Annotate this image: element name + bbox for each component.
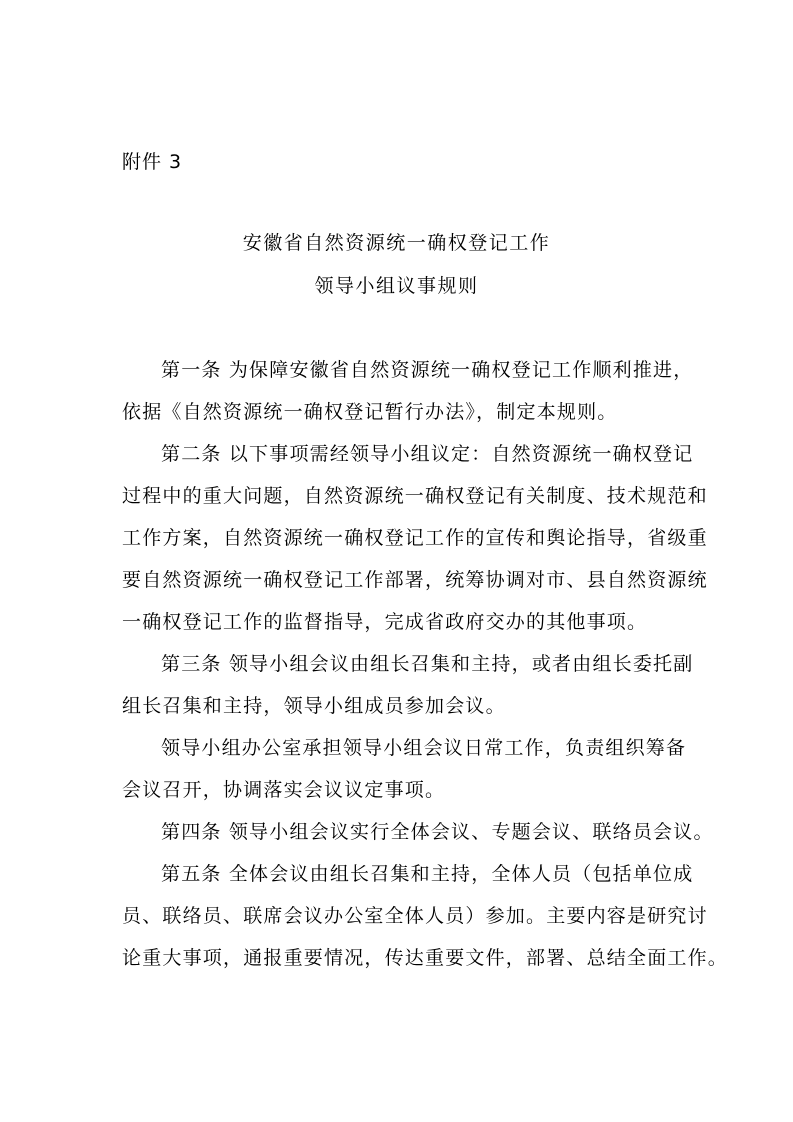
article-2-line-3: 工作方案，自然资源统一确权登记工作的宣传和舆论指导，省级重 — [122, 527, 708, 549]
office-paragraph-line-2: 会议召开，协调落实会议议定事项。 — [122, 779, 446, 801]
article-2-line-2: 过程中的重大问题，自然资源统一确权登记有关制度、技术规范和 — [122, 485, 708, 507]
article-2-line-5: 一确权登记工作的监督指导，完成省政府交办的其他事项。 — [122, 611, 648, 633]
article-3-line-2: 组长召集和主持，领导小组成员参加会议。 — [122, 695, 506, 717]
attachment-label: 附件 3 — [122, 151, 183, 173]
article-1-line-2: 依据《自然资源统一确权登记暂行办法》，制定本规则。 — [122, 401, 618, 423]
document-title-line-1: 安徽省自然资源统一确权登记工作 — [242, 232, 551, 254]
article-2-line-1: 第二条 以下事项需经领导小组议定：自然资源统一确权登记 — [161, 443, 694, 465]
office-paragraph-line-1: 领导小组办公室承担领导小组会议日常工作，负责组织筹备 — [161, 737, 687, 759]
article-3-line-1: 第三条 领导小组会议由组长召集和主持，或者由组长委托副 — [161, 653, 694, 675]
article-4-line-1: 第四条 领导小组会议实行全体会议、专题会议、联络员会议。 — [161, 821, 714, 843]
article-1-line-1: 第一条 为保障安徽省自然资源统一确权登记工作顺利推进， — [161, 359, 694, 381]
article-5-line-3: 论重大事项，通报重要情况，传达重要文件，部署、总结全面工作。 — [122, 947, 729, 969]
document-title-line-2: 领导小组议事规则 — [314, 275, 479, 297]
article-2-line-4: 要自然资源统一确权登记工作部署，统筹协调对市、县自然资源统 — [122, 569, 708, 591]
article-5-line-2: 员、联络员、联席会议办公室全体人员）参加。主要内容是研究讨 — [122, 905, 708, 927]
article-5-line-1: 第五条 全体会议由组长召集和主持，全体人员（包括单位成 — [161, 863, 694, 885]
